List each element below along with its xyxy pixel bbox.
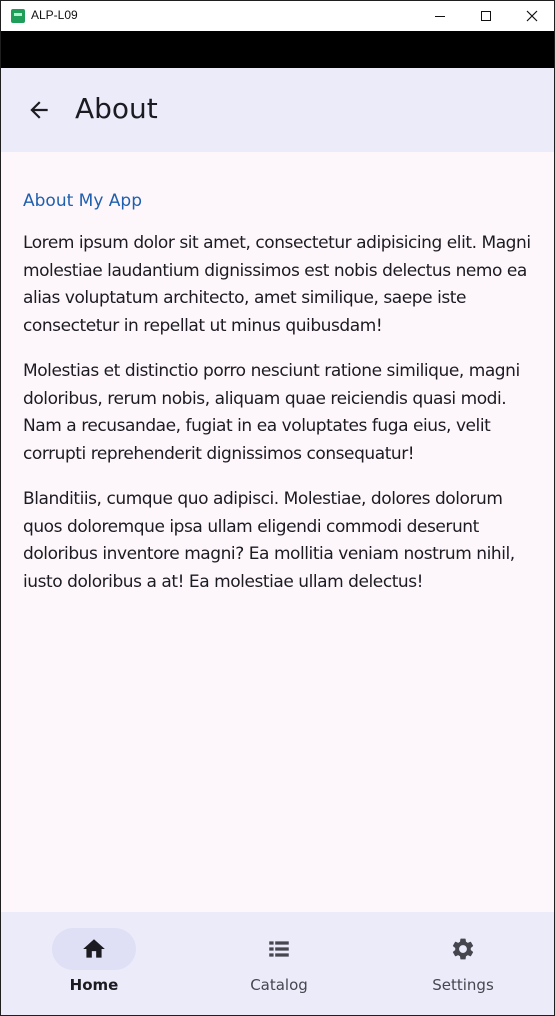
nav-item-catalog[interactable]	[219, 928, 339, 1008]
app-icon	[11, 9, 25, 23]
paragraph-2: Molestias et distinctio porro nesciunt ratione similique, magni doloribus, rerum nobis, aliquam quae reiciendis quasi modi. Nam a recusandae, fugiat in ea voluptates fuga eius, velit corrupti reprehenderit dignissimos consequatur!	[23, 361, 520, 464]
nav-label-home: Home	[69, 976, 119, 994]
minimize-icon	[435, 16, 445, 17]
home-icon	[81, 936, 107, 962]
arrow-back-icon	[26, 97, 52, 123]
nav-icon-container	[421, 928, 505, 970]
section-title: About My App	[23, 191, 143, 211]
about-content	[23, 191, 538, 614]
paragraph-3: Blanditiis, cumque quo adipisci. Molestiae, dolores dolorum quos doloremque ipsa ullam eligendi commodi deserunt doloribus inventore magni? Ea mollitia veniam nostrum nihil, iusto doloribus a at! Ea molestiae ullam delectus!	[23, 489, 515, 592]
close-icon	[526, 10, 538, 22]
maximize-icon	[481, 11, 491, 21]
top-app-bar	[1, 68, 554, 152]
nav-active-indicator	[52, 928, 136, 970]
page-title: About	[75, 92, 158, 125]
close-button[interactable]	[509, 1, 555, 31]
nav-item-home[interactable]	[34, 928, 154, 1008]
paragraph-1: Lorem ipsum dolor sit amet, consectetur adipisicing elit. Magni molestiae laudantium dignissimos est nobis delectus nemo ea alias voluptatum architecto, amet similique, saepe iste consectetur in repellat ut minus quibusdam!	[23, 233, 531, 336]
minimize-button[interactable]	[417, 1, 463, 31]
nav-label-settings: Settings	[432, 976, 494, 994]
status-bar	[1, 31, 554, 68]
window-title: ALP-L09	[31, 8, 78, 22]
nav-label-catalog: Catalog	[250, 976, 308, 994]
list-icon	[266, 936, 292, 962]
nav-icon-container	[237, 928, 321, 970]
back-button[interactable]	[19, 90, 59, 130]
gear-icon	[450, 936, 476, 962]
maximize-button[interactable]	[463, 1, 509, 31]
nav-item-settings[interactable]	[403, 928, 523, 1008]
bottom-navigation	[1, 912, 554, 1015]
window-title-bar	[1, 1, 554, 31]
